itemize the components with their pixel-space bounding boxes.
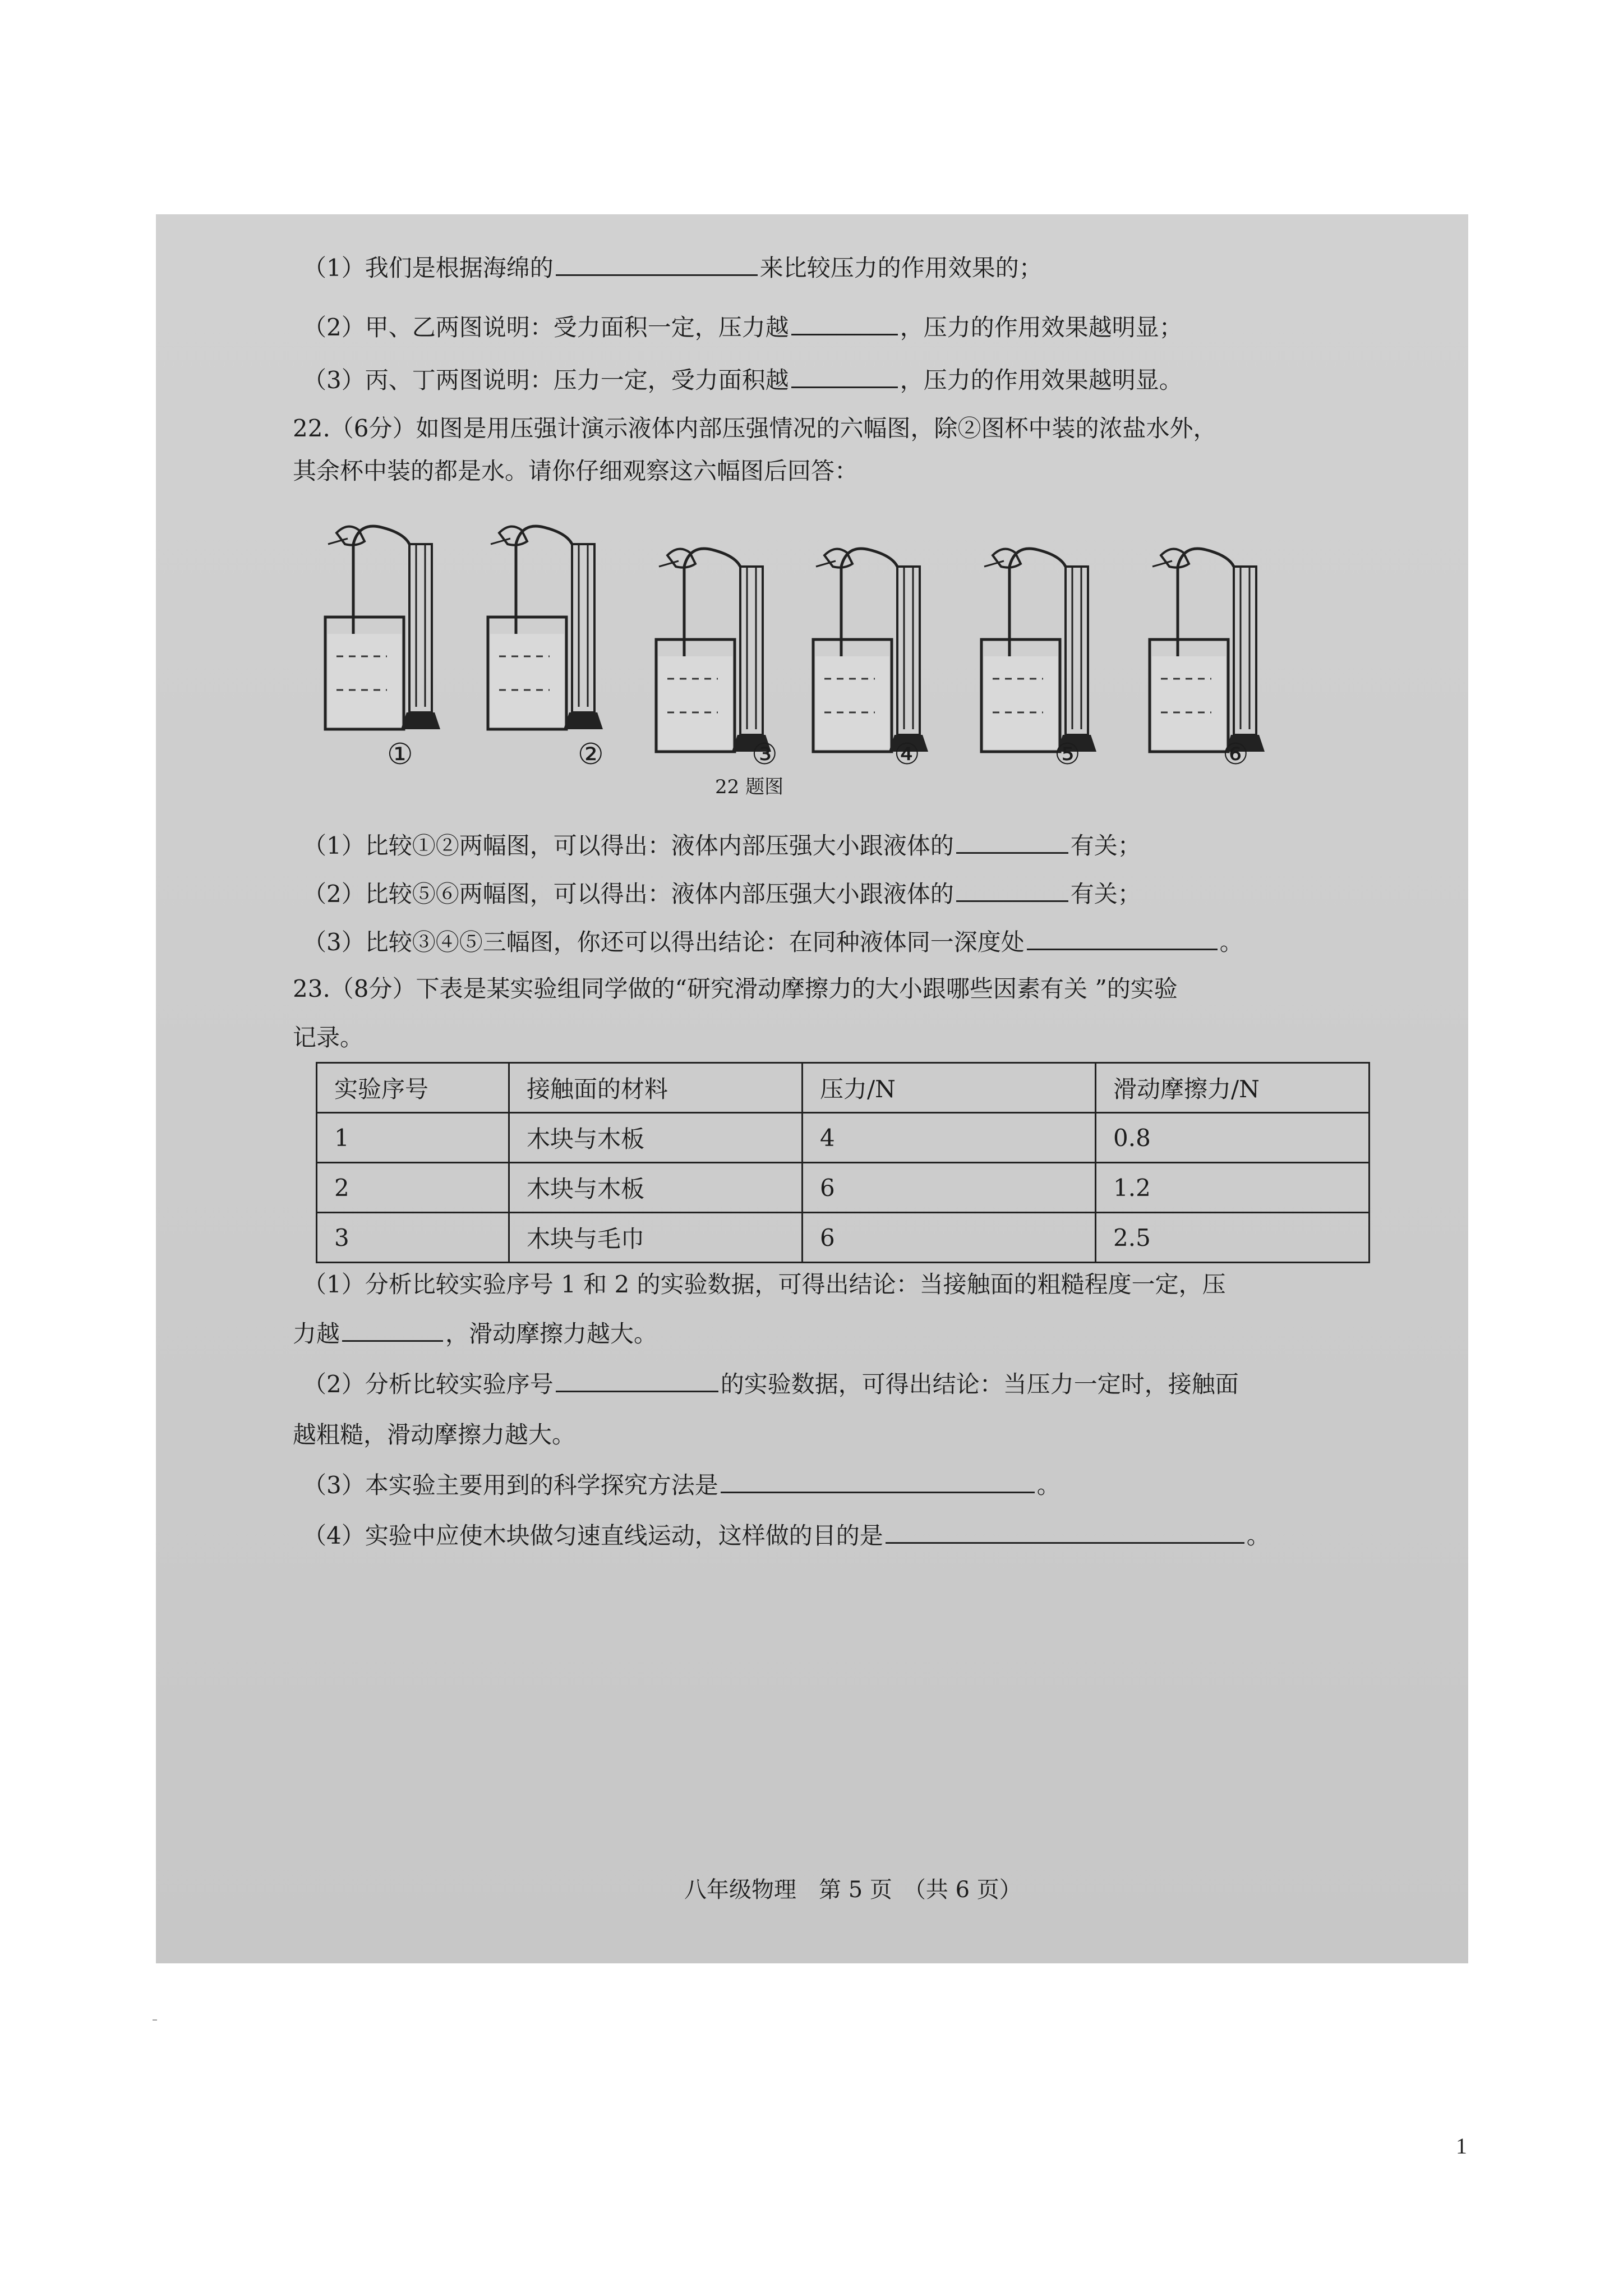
table-cell: 2	[317, 1163, 509, 1213]
table-header-cell: 实验序号	[317, 1063, 509, 1113]
figure-label-6: ⑥	[1223, 738, 1249, 771]
figure-caption: 22 题图	[715, 776, 784, 798]
table-header-cell: 滑动摩擦力/N	[1096, 1063, 1370, 1113]
table-cell: 6	[803, 1213, 1096, 1263]
answer-blank[interactable]	[791, 366, 898, 388]
table-header-cell: 压力/N	[803, 1063, 1096, 1113]
q21-part1: （1）我们是根据海绵的 来比较压力的作用效果的；	[303, 254, 1043, 282]
table-cell: 0.8	[1096, 1113, 1370, 1163]
figure-label-3: ③	[751, 738, 778, 771]
answer-blank[interactable]	[886, 1522, 1244, 1544]
answer-blank[interactable]	[956, 880, 1068, 902]
answer-blank[interactable]	[556, 254, 758, 276]
table-row	[317, 1213, 1370, 1263]
friction-data-table	[316, 1062, 1370, 1263]
q23-part2-line1: （2）分析比较实验序号 的实验数据，可得出结论：当压力一定时，接触面	[303, 1370, 1239, 1398]
table-row	[317, 1163, 1370, 1213]
q23-part1-line1: （1）分析比较实验序号 1 和 2 的实验数据，可得出结论：当接触面的粗糙程度一定，压	[303, 1271, 1226, 1298]
q23-intro-line1: 23.（8分）下表是某实验组同学做的“研究滑动摩擦力的大小跟哪些因素有关 ”的实验	[293, 975, 1178, 1002]
figure-label-4: ④	[894, 738, 920, 771]
figure-label-1: ①	[387, 738, 413, 771]
table-header-row	[317, 1063, 1370, 1113]
table-cell: 木块与木板	[509, 1163, 803, 1213]
page-number: 1	[1456, 2133, 1467, 2159]
q22-intro-line2: 其余杯中装的都是水。请你仔细观察这六幅图后回答：	[293, 457, 859, 485]
table-cell: 1.2	[1096, 1163, 1370, 1213]
answer-blank[interactable]	[721, 1471, 1035, 1493]
answer-blank[interactable]	[556, 1370, 718, 1392]
table-cell: 2.5	[1096, 1213, 1370, 1263]
figure-label-2: ②	[578, 738, 604, 771]
q23-part2-line2: 越粗糙，滑动摩擦力越大。	[293, 1421, 576, 1448]
table-header-cell: 接触面的材料	[509, 1063, 803, 1113]
answer-blank[interactable]	[791, 314, 898, 335]
answer-blank[interactable]	[342, 1320, 443, 1342]
answer-blank[interactable]	[1027, 928, 1218, 950]
q21-part3: （3）丙、丁两图说明：压力一定，受力面积越 ，压力的作用效果越明显。	[303, 366, 1183, 394]
table-cell: 木块与木板	[509, 1113, 803, 1163]
figure-label-5: ⑤	[1054, 738, 1081, 771]
pressure-gauge-figure	[314, 510, 1324, 802]
table-cell: 4	[803, 1113, 1096, 1163]
table-row	[317, 1113, 1370, 1163]
q21-part2: （2）甲、乙两图说明：受力面积一定，压力越 ，压力的作用效果越明显；	[303, 314, 1183, 341]
q22-part1: （1）比较①②两幅图，可以得出：液体内部压强大小跟液体的 有关；	[303, 832, 1141, 859]
q22-part3: （3）比较③④⑤三幅图，你还可以得出结论：在同种液体同一深度处 。	[303, 928, 1243, 956]
table-cell: 1	[317, 1113, 509, 1163]
q23-part1-line2: 力越 ，滑动摩擦力越大。	[293, 1320, 658, 1347]
q23-part3: （3）本实验主要用到的科学探究方法是 。	[303, 1471, 1061, 1499]
table-cell: 木块与毛巾	[509, 1213, 803, 1263]
scan-mark	[153, 2019, 157, 2021]
q23-part4: （4）实验中应使木块做匀速直线运动，这样做的目的是 。	[303, 1522, 1270, 1549]
q23-intro-line2: 记录。	[293, 1024, 364, 1051]
answer-blank[interactable]	[956, 832, 1068, 854]
table-cell: 3	[317, 1213, 509, 1263]
exam-page-footer: 八年级物理 第 5 页 （共 6 页）	[684, 1877, 1022, 1903]
table-cell: 6	[803, 1163, 1096, 1213]
q22-part2: （2）比较⑤⑥两幅图，可以得出：液体内部压强大小跟液体的 有关；	[303, 880, 1141, 908]
q22-intro-line1: 22.（6分）如图是用压强计演示液体内部压强情况的六幅图，除②图杯中装的浓盐水外，	[293, 415, 1217, 442]
